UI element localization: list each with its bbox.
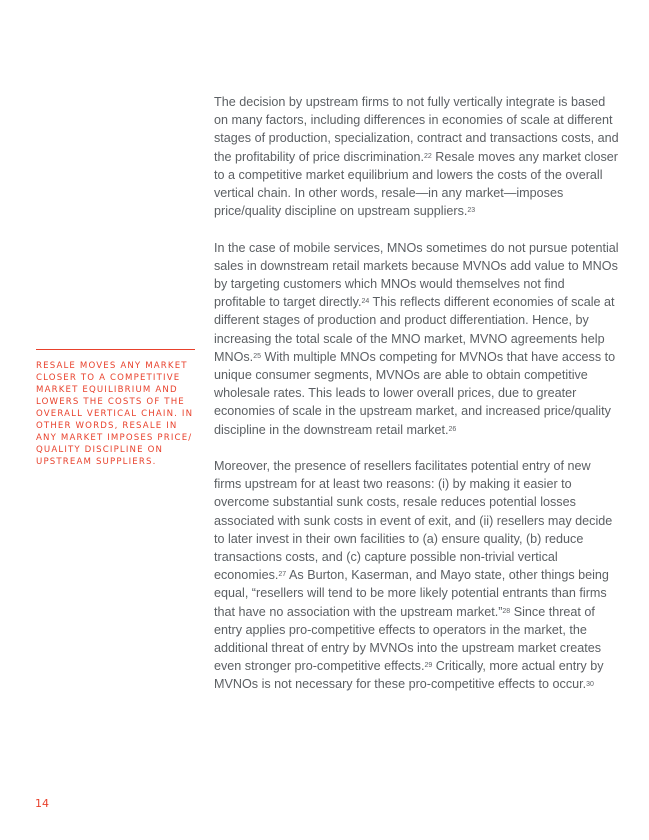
paragraph-text: Resale moves any market closer to a competitive market equilibrium and lowers the costs of the overall vertical chain. In other words, resale—in any market—imposes price/quality discipline on upstream suppliers. <box>214 149 618 219</box>
footnote-ref-26: 26 <box>448 425 457 433</box>
paragraph-text: As Burton, Kaserman, and Mayo state, other things being equal, “resellers will tend to be more likely potential entrants than firms that have no association with the upstream market.” <box>214 568 609 619</box>
paragraph-text: The decision by upstream firms to not fully vertically integrate is based on many factors, including differences in economies of scale at different stages of production, specialization, contract and transactions costs, and the profitability of price discrimination. <box>214 95 619 164</box>
paragraph-text: In the case of mobile services, MNOs sometimes do not pursue potential sales in downstream retail markets because MVNOs add value to MNOs by targeting customers which MNOs would themselves not find profitable to target directly. <box>214 240 619 310</box>
paragraph-text: Moreover, the presence of resellers facilitates potential entry of new firms upstream for at least two reasons: (i) by making it easier to overcome substantial sunk costs, resale reduces potential losses associated with sunk costs in event of exit, and (ii) resellers may decide to later invest in their own facilities to (a) ensure quality, (b) reduce transactions costs, and (c) capture possible non-trivial vertical economies. <box>214 459 613 583</box>
footnote-ref-27: 27 <box>278 571 287 579</box>
paragraph-text: This reflects different economies of scale at different stages of production and product differentiation. Hence, by increasing the total scale of the MNO market, MVNO agreements help MNOs. <box>214 295 615 364</box>
footnote-ref-30: 30 <box>586 680 594 688</box>
footnote-ref-28: 28 <box>502 607 511 615</box>
body-column <box>214 93 619 712</box>
paragraph-text: Critically, more actual entry by MVNOs is not necessary for these pro-competitive effects to occur. <box>214 659 604 692</box>
paragraph-2 <box>214 239 619 439</box>
pull-quote-rule <box>36 349 195 350</box>
pull-quote <box>36 349 195 468</box>
footnote-ref-22: 22 <box>424 152 432 160</box>
footnote-ref-24: 24 <box>361 298 370 306</box>
paragraph-3 <box>214 457 619 694</box>
paragraph-text: With multiple MNOs competing for MVNOs that have access to unique consumer segments, MVNOs are able to obtain competitive wholesale rates. This leads to lower overall prices, due to greater economies of scale in the upstream market, and increased price/quality discipline in the downstream retail market. <box>214 349 616 437</box>
page-number: 14 <box>35 797 49 810</box>
footnote-ref-23: 23 <box>467 207 476 215</box>
paragraph-text: Since threat of entry applies pro-competitive effects to operators in the market, the additional threat of entry by MVNOs into the upstream market creates even stronger pro-competitive effects. <box>214 604 602 674</box>
pull-quote-text: RESALE MOVES ANY MARKET CLOSER TO A COMPETITIVE MARKET EQUILIBRIUM AND LOWERS THE COSTS OF THE OVERALL VERTICAL CHAIN. IN OTHER WORDS, RESALE IN ANY MARKET IMPOSES PRICE/ QUALITY DISCIPLINE ON UPSTREAM SUPPLIERS. <box>36 361 194 467</box>
footnote-ref-29: 29 <box>424 662 433 670</box>
footnote-ref-25: 25 <box>253 353 261 361</box>
paragraph-1 <box>214 93 619 220</box>
